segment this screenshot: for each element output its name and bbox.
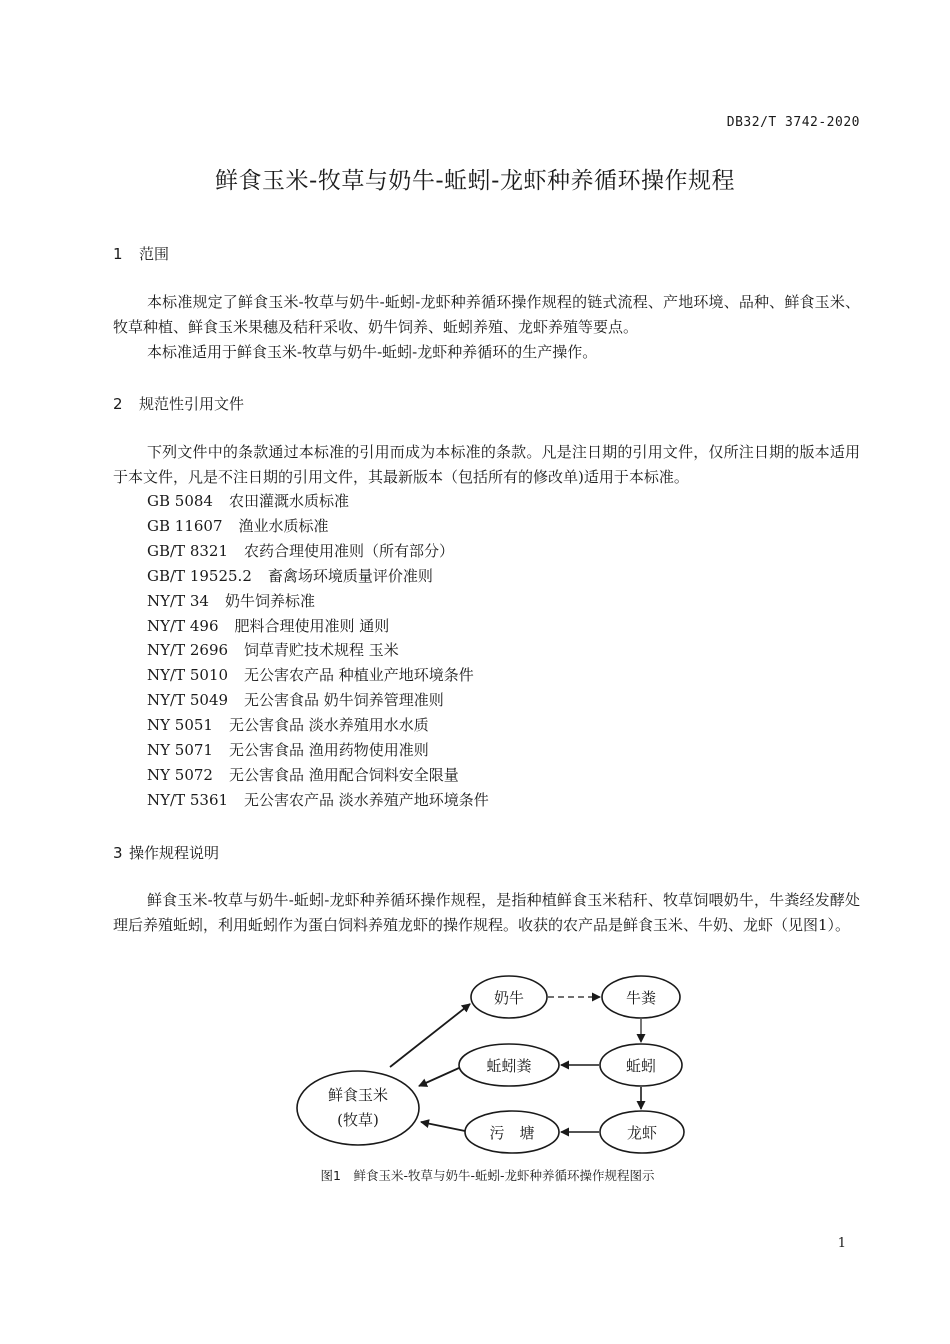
reference-code: NY/T 496: [147, 616, 219, 635]
reference-name: 畜禽场环境质量评价准则: [267, 566, 433, 585]
reference-name: 无公害食品 奶牛饲养管理准则: [244, 691, 444, 710]
section-1-heading: [113, 243, 169, 264]
reference-item: [147, 763, 489, 788]
reference-item: [147, 663, 489, 688]
node-pond-label: 污 塘: [489, 1124, 535, 1142]
document-code: DB32/T 3742-2020: [726, 115, 860, 130]
node-cow: [471, 976, 547, 1018]
node-cow-label: 奶牛: [493, 989, 525, 1007]
section-1-paragraph-2: 本标准适用于鲜食玉米-牧草与奶牛-蚯蚓-龙虾种养循环的生产操作。: [147, 343, 598, 361]
section-number: 1: [113, 245, 123, 263]
reference-item: [147, 539, 489, 564]
node-crayfish-label: 龙虾: [626, 1124, 658, 1142]
reference-item: [147, 514, 489, 539]
document-title: 鲜食玉米-牧草与奶牛-蚯蚓-龙虾种养循环操作规程: [215, 168, 735, 194]
reference-code: NY 5071: [147, 741, 213, 760]
reference-item: [147, 688, 489, 713]
arrow-worm-cast-to-corn: [419, 1068, 459, 1086]
reference-code: GB/T 19525.2: [147, 566, 252, 585]
reference-code: NY/T 5361: [147, 790, 229, 809]
reference-code: NY 5072: [147, 765, 213, 784]
reference-name: 无公害食品 淡水养殖用水水质: [228, 716, 429, 735]
reference-name: 无公害农产品 淡水养殖产地环境条件: [244, 790, 489, 809]
reference-code: NY/T 2696: [147, 641, 229, 660]
reference-item: [147, 738, 489, 763]
reference-item: [147, 638, 489, 663]
reference-item: [147, 589, 489, 614]
reference-name: 肥料合理使用准则 通则: [234, 616, 390, 635]
section-number: 3: [113, 844, 123, 862]
reference-item: [147, 713, 489, 738]
cycle-diagram-svg: [290, 968, 700, 1168]
section-title: 范围: [139, 245, 170, 263]
node-manure: [602, 976, 680, 1018]
node-crayfish: [600, 1111, 684, 1153]
page-number: 1: [837, 1236, 846, 1251]
node-corn-label-line2: (牧草): [337, 1111, 379, 1129]
section-number: 2: [113, 395, 123, 413]
node-corn: [297, 1071, 419, 1145]
reference-name: 无公害食品 渔用配合饲料安全限量: [228, 765, 459, 784]
reference-code: NY/T 5049: [147, 691, 229, 710]
section-3-paragraph-1: 鲜食玉米-牧草与奶牛-蚯蚓-龙虾种养循环操作规程，是指种植鲜食玉米秸秆、牧草饲喂奶牛，牛粪经发酵处理后养殖蚯蚓，利用蚯蚓作为蛋白饲料养殖龙虾的操作规程。收获的农产品是鲜食玉米、牛奶、龙虾（见图1）。: [113, 891, 860, 934]
section-1-paragraph-1: 本标准规定了鲜食玉米-牧草与奶牛-蚯蚓-龙虾种养循环操作规程的链式流程、产地环境、品种、鲜食玉米、牧草种植、鲜食玉米果穗及秸秆采收、奶牛饲养、蚯蚓养殖、龙虾养殖等要点。: [113, 293, 860, 336]
arrow-corn-to-cow: [390, 1004, 470, 1067]
node-corn-label-line1: 鲜食玉米: [327, 1086, 389, 1104]
reference-item: [147, 489, 489, 514]
section-2-paragraph-1: 下列文件中的条款通过本标准的引用而成为本标准的条款。凡是注日期的引用文件，仅所注日期的版本适用于本文件，凡是不注日期的引用文件，其最新版本（包括所有的修改单)适用于本标准。: [113, 443, 860, 486]
reference-name: 渔业水质标准: [238, 516, 329, 535]
reference-code: NY 5051: [147, 716, 213, 735]
reference-name: 农药合理使用准则（所有部分）: [244, 541, 455, 560]
node-pond: [465, 1111, 559, 1153]
section-title: 操作规程说明: [129, 844, 220, 862]
node-manure-label: 牛粪: [625, 989, 657, 1007]
reference-item: [147, 564, 489, 589]
reference-item: [147, 614, 489, 639]
reference-name: 农田灌溉水质标准: [228, 492, 349, 510]
node-worm-cast: [459, 1044, 559, 1086]
arrow-pond-to-corn: [421, 1122, 465, 1131]
reference-name: 无公害农产品 种植业产地环境条件: [244, 666, 474, 685]
reference-code: GB 11607: [147, 516, 223, 535]
reference-code: GB 5084: [147, 492, 213, 510]
node-earthworm-label: 蚯蚓: [625, 1057, 657, 1075]
reference-name: 无公害食品 渔用药物使用准则: [228, 741, 429, 760]
reference-name: 饲草青贮技术规程 玉米: [244, 641, 399, 660]
reference-code: GB/T 8321: [147, 541, 229, 560]
reference-name: 奶牛饲养标准: [224, 591, 315, 610]
reference-item: [147, 788, 489, 813]
node-worm-cast-label: 蚯蚓粪: [486, 1057, 532, 1075]
section-title: 规范性引用文件: [139, 395, 245, 413]
normative-reference-list: [147, 489, 489, 813]
reference-code: NY/T 34: [147, 591, 209, 610]
section-2-heading: [113, 393, 244, 414]
figure-1-caption: 图1 鲜食玉米-牧草与奶牛-蚯蚓-龙虾种养循环操作规程图示: [320, 1168, 655, 1183]
reference-code: NY/T 5010: [147, 666, 229, 685]
figure-1-cycle-diagram: [290, 968, 700, 1168]
node-earthworm: [600, 1044, 682, 1086]
section-3-heading: [113, 842, 219, 863]
